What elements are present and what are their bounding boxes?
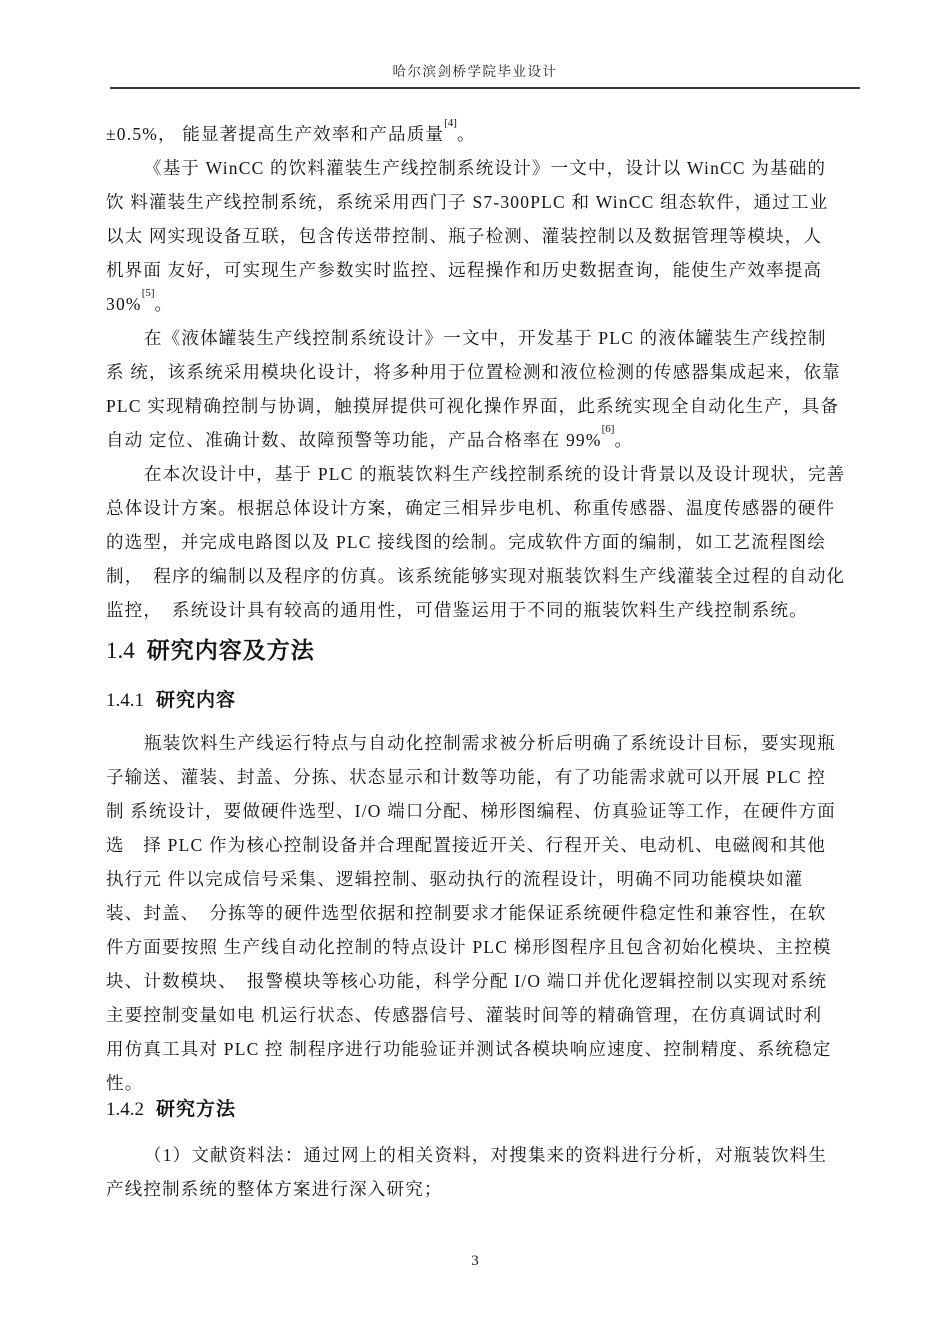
paragraph-line: 制 系统设计，要做硬件选型、I/O 端口分配、梯形图编程、仿真验证等工作，在硬件方面 <box>106 801 836 821</box>
paragraph-line: 执行元 件以完成信号采集、逻辑控制、驱动执行的流程设计，明确不同功能模块如灌 <box>106 869 804 889</box>
line-text: 。 <box>154 294 174 314</box>
paragraph-line: 以太 网实现设备互联，包含传送带控制、瓶子检测、灌装控制以及数据管理等模块，人 <box>106 226 823 246</box>
page-number: 3 <box>471 1253 479 1269</box>
paragraph-line: 总体设计方案。根据总体设计方案，确定三相异步电机、称重传感器、温度传感器的硬件 <box>106 498 836 518</box>
paragraph-line: 用仿真工具对 PLC 控 制程序进行功能验证并测试各模块响应速度、控制精度、系统稳定 <box>106 1039 832 1059</box>
body-text-block <box>106 726 862 1100</box>
line-text: 。 <box>614 430 634 450</box>
paragraph-line: 机界面 友好，可实现生产参数实时监控、远程操作和历史数据查询，能使生产效率提高 <box>106 260 823 280</box>
citation-ref-6: [6] <box>601 423 615 436</box>
paragraph-line: 子输送、灌装、封盖、分拣、状态显示和计数等功能，有了功能需求就可以开展 PLC 控 <box>106 767 827 787</box>
paragraph-line: 的选型，并完成电路图以及 PLC 接线图的绘制。完成软件方面的编制，如工艺流程图绘 <box>106 532 827 552</box>
section-title: 研究方法 <box>156 1098 237 1120</box>
paragraph-line <box>106 423 862 457</box>
section-number: 1.4.1 <box>106 690 144 711</box>
paragraph-line: 产线控制系统的整体方案进行深入研究； <box>106 1179 443 1199</box>
body-text-block <box>106 117 862 627</box>
citation-ref-5: [5] <box>141 287 155 300</box>
section-number: 1.4 <box>106 638 135 663</box>
line-text: 。 <box>456 124 476 144</box>
paragraph-line: 主要控制变量如电 机运行状态、传感器信号、灌装时间等的精确管理，在仿真调试时利 <box>106 1005 823 1025</box>
running-header: 哈尔滨剑桥学院毕业设计 <box>392 64 558 79</box>
section-heading-1-4 <box>106 637 315 665</box>
paragraph-line: （1）文献资料法：通过网上的相关资料，对搜集来的资料进行分析，对瓶装饮料生 <box>144 1145 828 1165</box>
paragraph-line: 在《液体罐装生产线控制系统设计》一文中，开发基于 PLC 的液体罐装生产线控制 <box>144 328 827 348</box>
citation-ref-4: [4] <box>444 117 457 130</box>
paragraph-line: 件方面要按照 生产线自动化控制的特点设计 PLC 梯形图程序且包含初始化模块、主控模 <box>106 937 832 957</box>
paragraph-line: 性。 <box>106 1073 144 1093</box>
section-heading-1-4-2 <box>106 1098 236 1121</box>
section-title: 研究内容及方法 <box>146 638 315 664</box>
paragraph-line: 制， 程序的编制以及程序的仿真。该系统能够实现对瓶装饮料生产线灌装全过程的自动化 <box>106 566 846 586</box>
header-rule <box>110 87 860 89</box>
line-text: 自动 定位、准确计数、故障预警等功能，产品合格率在 99% <box>106 430 602 450</box>
paragraph-line <box>106 287 862 321</box>
section-heading-1-4-1 <box>106 689 236 712</box>
line-text: 30% <box>106 294 142 314</box>
paragraph-line: 块、计数模块、 报警模块等核心功能，科学分配 I/O 端口并优化逻辑控制以实现对系统 <box>106 971 828 991</box>
paragraph-line: 饮 料灌装生产线控制系统，系统采用西门子 S7-300PLC 和 WinCC 组态软件，通过工业 <box>106 192 829 212</box>
paragraph-line: PLC 实现精确控制与协调，触摸屏提供可视化操作界面，此系统实现全自动化生产，具备 <box>106 396 840 416</box>
line-text: ±0.5%， 能显著提高生产效率和产品质量 <box>106 124 445 144</box>
paragraph-line: 系 统，该系统采用模块化设计，将多种用于位置检测和液位检测的传感器集成起来，依靠 <box>106 362 841 382</box>
section-number: 1.4.2 <box>106 1099 144 1120</box>
paragraph-line: 在本次设计中，基于 PLC 的瓶装饮料生产线控制系统的设计背景以及设计现状，完善 <box>144 464 846 484</box>
paragraph-line: 装、封盖、 分拣等的硬件选型依据和控制要求才能保证系统硬件稳定性和兼容性，在软 <box>106 903 827 923</box>
body-text-block <box>106 1138 862 1206</box>
section-title: 研究内容 <box>156 689 237 711</box>
paragraph-line: 瓶装饮料生产线运行特点与自动化控制需求被分析后明确了系统设计目标，要实现瓶 <box>144 733 836 753</box>
paragraph-line: 《基于 WinCC 的饮料灌装生产线控制系统设计》一文中，设计以 WinCC 为基础的 <box>144 158 827 178</box>
paragraph-line <box>106 117 862 151</box>
paragraph-line: 选 择 PLC 作为核心控制设备并合理配置接近开关、行程开关、电动机、电磁阀和其他 <box>106 835 827 855</box>
paragraph-line: 监控， 系统设计具有较高的通用性，可借鉴运用于不同的瓶装饮料生产线控制系统。 <box>106 600 808 620</box>
